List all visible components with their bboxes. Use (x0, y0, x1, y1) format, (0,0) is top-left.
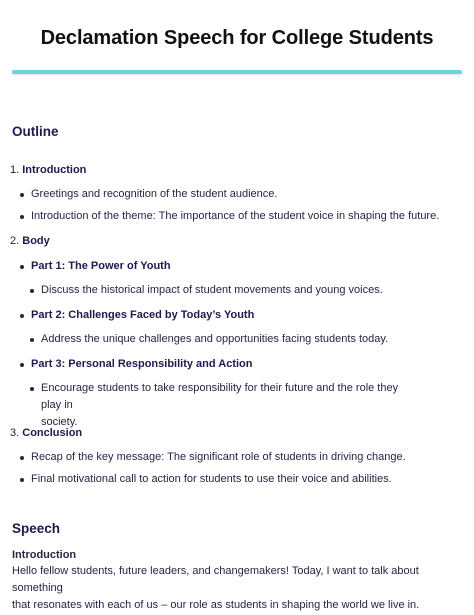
outline-item-introduction (10, 164, 86, 176)
list-item (30, 380, 410, 431)
list-item-text: Recap of the key message: The significant role of students in driving change. (31, 451, 406, 463)
outline-section-title: Introduction (22, 164, 87, 176)
speech-intro-paragraph (12, 563, 462, 614)
list-item (20, 471, 392, 488)
list-item (30, 282, 410, 299)
list-item-text: Introduction of the theme: The importance of the student voice in shaping the future. (31, 210, 440, 222)
list-item-text: Discuss the historical impact of student movements and young voices. (41, 284, 383, 296)
part-title: Part 3: Personal Responsibility and Action (31, 358, 253, 370)
page-title: Declamation Speech for College Students (40, 27, 434, 49)
paragraph-line: that resonates with each of us – our role as students in shaping the world we live in. (12, 599, 420, 611)
part-title: Part 2: Challenges Faced by Today’s Youth (31, 309, 255, 321)
list-item (20, 186, 278, 203)
speech-intro-heading: Introduction (12, 549, 77, 561)
list-item-part-2 (20, 307, 255, 324)
outline-number: 2. (10, 235, 20, 247)
list-item (20, 208, 440, 225)
outline-section-title: Conclusion (22, 427, 83, 439)
paragraph-line: Hello fellow students, future leaders, and changemakers! Today, I want to talk about something (12, 565, 419, 594)
title-accent-divider (12, 70, 462, 74)
list-item-text (41, 380, 421, 431)
list-item-text-line: society. (41, 416, 78, 428)
list-item-part-3 (20, 356, 253, 373)
list-item-text-line: Encourage students to take responsibility for their future and the role they play in (41, 382, 399, 411)
list-item (30, 331, 410, 348)
outline-item-body (10, 235, 50, 247)
part-title: Part 1: The Power of Youth (31, 260, 171, 272)
list-item-text: Final motivational call to action for students to use their voice and abilities. (31, 473, 392, 485)
outline-heading: Outline (12, 124, 59, 139)
list-item-text: Greetings and recognition of the student audience. (31, 188, 278, 200)
outline-number: 3. (10, 427, 20, 439)
list-item (20, 449, 406, 466)
outline-section-title: Body (22, 235, 50, 247)
speech-heading: Speech (12, 521, 61, 536)
list-item-part-1 (20, 258, 171, 275)
outline-item-conclusion (10, 427, 82, 439)
list-item-text: Address the unique challenges and opportunities facing students today. (41, 333, 389, 345)
outline-number: 1. (10, 164, 20, 176)
